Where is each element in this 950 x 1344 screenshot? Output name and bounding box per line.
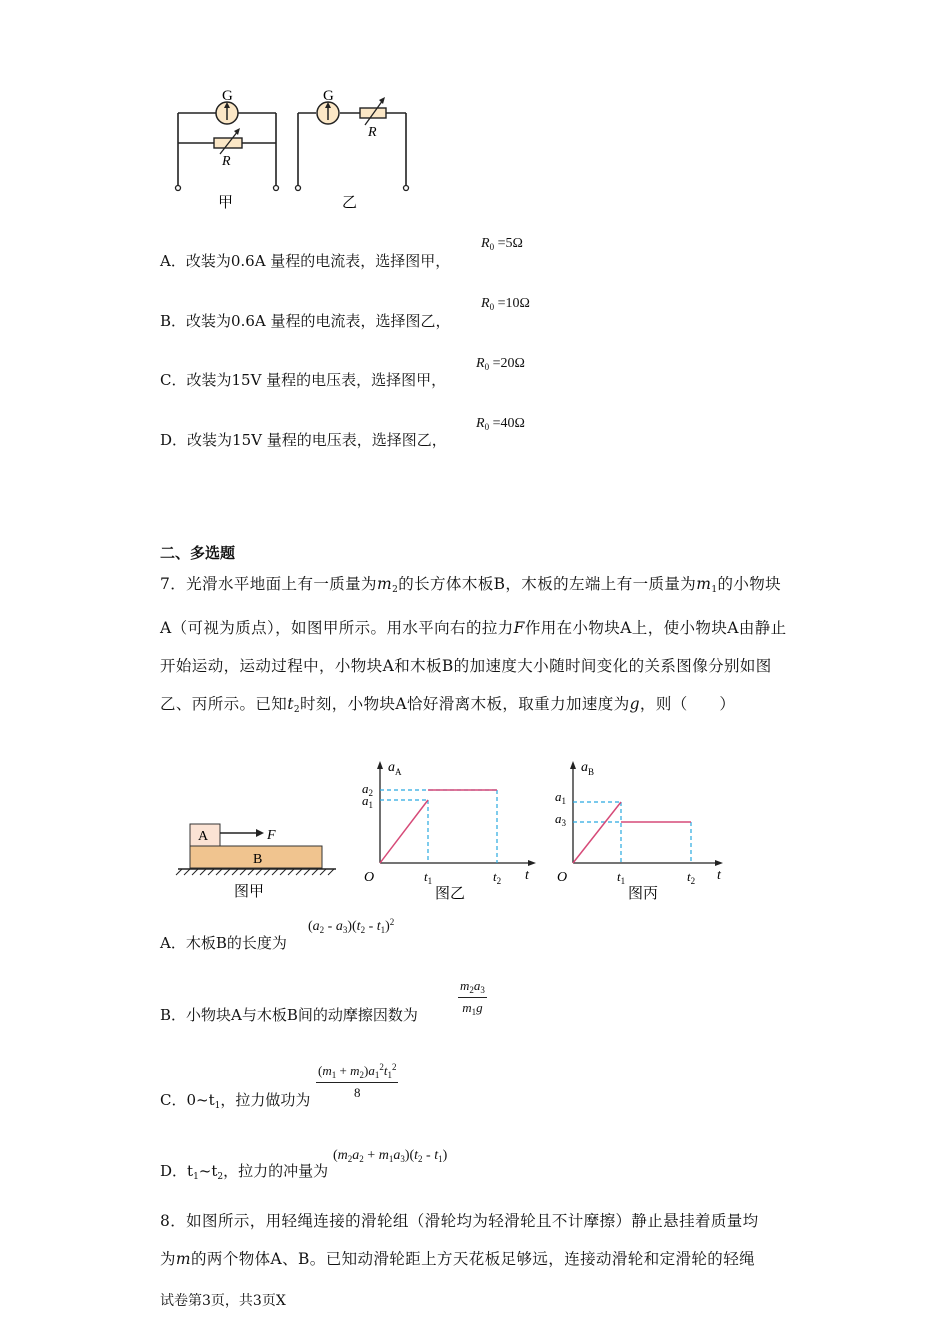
guide-lines	[380, 790, 497, 863]
q6-option-a: A．改装为0.6A 量程的电流表，选择图甲，	[160, 252, 451, 270]
block-b-label: B	[253, 852, 263, 867]
guide-lines	[573, 802, 691, 863]
galvanometer-label: G	[222, 88, 233, 104]
x-tick-t2: $t_2$	[493, 869, 502, 886]
figure-bing-caption: 图丙	[628, 886, 659, 902]
section-title: 二、多选题	[160, 544, 236, 562]
variable-resistor-icon	[360, 97, 386, 125]
q7-option-c: C．$0\sim t_1$，拉力做功为	[160, 1091, 311, 1111]
series-aA	[380, 800, 428, 863]
q6-option-d: D．改装为15V 量程的电压表，选择图乙，	[160, 431, 447, 449]
figure-jia	[174, 818, 344, 904]
x-tick-t2: $t_2$	[687, 869, 696, 886]
y-axis-label: $a_A$	[388, 760, 402, 777]
ground-hatching	[176, 869, 334, 875]
circuit-caption-jia: 甲	[218, 195, 234, 211]
q6-option-a-formula: $R_0 =5\Omega$	[481, 236, 523, 252]
circuit-caption-yi: 乙	[342, 195, 358, 211]
resistor-label: R	[368, 125, 377, 140]
q7-stem: 7．光滑水平地面上有一质量为$m_2$的长方体木板B，木板的左端上有一质量为$m_1$的小物块A（可视为质点），如图甲所示。用水平向右的拉力F作用在小物块A上，使小物块A由静止开始运动，运动过程中，小物块A和木板B的加速度大小随时间变化的关系图像分别如图乙、丙所示。已知$t_2$时刻，小物块A恰好滑离木板，取重力加速度为g，则（ ）	[160, 575, 787, 715]
page-footer: 试卷第3页，共3页X	[160, 1293, 286, 1309]
q6-option-b-formula: $R_0 =10\Omega$	[481, 296, 530, 312]
x-axis-label: t	[717, 868, 721, 883]
q6-option-c: C．改装为15V 量程的电压表，选择图甲，	[160, 371, 447, 389]
q7-option-b-formula: $\frac{m_2a_3}{m_1g}$	[460, 978, 485, 1017]
q7-option-a: A．木板B的长度为	[160, 934, 287, 952]
x-axis-label: t	[525, 868, 529, 883]
circuit-diagrams	[160, 80, 440, 220]
y-tick-a1: $a_1$	[555, 789, 566, 806]
x-tick-t1: $t_1$	[617, 869, 626, 886]
force-label: F	[267, 828, 276, 843]
y-tick-a2: $a_2$	[362, 781, 373, 798]
y-tick-a1: $a_1$	[362, 793, 373, 810]
q7-option-d: D．$t_1\sim t_2$，拉力的冲量为	[160, 1162, 329, 1182]
galvanometer-label: G	[323, 88, 334, 104]
origin-label: O	[557, 870, 568, 885]
y-axis-label: $a_B$	[581, 760, 595, 777]
series-aB	[573, 802, 621, 863]
variable-resistor-icon	[214, 128, 242, 154]
y-tick-a3: $a_3$	[555, 811, 566, 828]
q8-stem: 8．如图所示，用轻绳连接的滑轮组（滑轮均为轻滑轮且不计摩擦）静止悬挂着质量均 为m的两个物体A、B。已知动滑轮距上方天花板足够远，连接动滑轮和定滑轮的轻绳	[160, 1212, 759, 1268]
block-a-label: A	[198, 829, 209, 844]
figure-jia-caption: 图甲	[234, 884, 265, 900]
galvanometer-icon	[216, 102, 238, 124]
q7-option-a-formula: $(a_2 - a_3)(t_2 - t_1)^2$	[308, 917, 395, 935]
origin-label: O	[364, 870, 375, 885]
x-tick-t1: $t_1$	[424, 869, 433, 886]
galvanometer-icon	[317, 102, 339, 124]
figure-bing	[545, 757, 735, 905]
q7-option-d-formula: $(m_2a_2 + m_1a_3)(t_2 - t_1)$	[333, 1148, 448, 1164]
figure-yi-caption: 图乙	[435, 886, 466, 902]
resistor-label: R	[222, 154, 231, 169]
q7-option-c-formula: $\frac{(m_1 + m_2)a_1^2t_1^2}{8}$	[318, 1062, 397, 1100]
q7-option-b: B．小物块A与木板B间的动摩擦因数为	[160, 1006, 418, 1024]
figure-yi	[350, 757, 540, 905]
q6-option-d-formula: $R_0 =40\Omega$	[476, 416, 525, 432]
q6-option-b: B．改装为0.6A 量程的电流表，选择图乙，	[160, 312, 451, 330]
q6-option-c-formula: $R_0 =20\Omega$	[476, 356, 525, 372]
